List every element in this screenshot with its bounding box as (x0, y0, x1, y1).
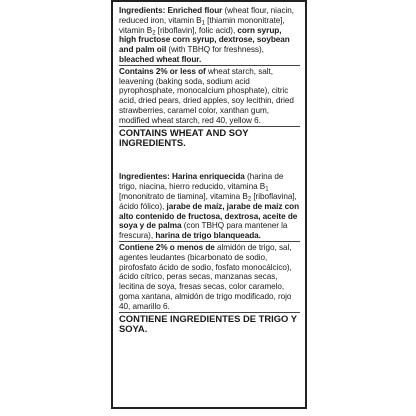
divider (119, 65, 300, 66)
ingredients-label-panel (111, 0, 307, 409)
text-run: wheat starch, salt, leavening (baking soda, sodium acid pyrophosphate, monocalcium phosphate), citric acid, dried pears, dried apples, soy lecithin, dried strawberries, caramel color, xanthan gum, modified wheat starch, red 40, yellow 6. (119, 66, 294, 125)
subscript: 2 (152, 30, 156, 37)
english-contains-less-paragraph (119, 67, 300, 126)
text-run: [thiamin mononitrate], vitamin B (119, 15, 285, 35)
spanish-allergen-statement: CONTIENE INGREDIENTES DE TRIGO Y SOYA. (119, 312, 297, 334)
text-run: [riboflavin], folic acid), (155, 25, 238, 35)
bold-text: Contains 2% or less of (119, 66, 206, 76)
spanish-ingredients-paragraph (119, 172, 300, 241)
text-run: (harina de trigo, niacina, hierro reducido, vitamina B (119, 172, 284, 192)
bold-text: corn syrup, high fructose corn syrup, dextrose, soybean and palm oil (119, 25, 290, 55)
text-run: (with TBHQ for freshness), (166, 45, 264, 55)
subscript: 2 (247, 196, 252, 203)
bold-text: Contiene 2% o menos de (119, 242, 215, 252)
section-spacer (119, 148, 300, 172)
subscript: 1 (201, 20, 205, 27)
text-run: almidón de trigo, sal, agentes leudantes (bicarbonato de sodio, pirofosfato ácido de sodio, fosfato monocálcico), ácido cítrico, peras secas, manzanas secas, lecitina de soya, fresas secas, color caramelo, goma xantana, almidón de trigo modificado, rojo 40, amarillo 6. (119, 242, 292, 311)
bold-text: harina de trigo blanqueada. (155, 231, 261, 241)
divider (119, 241, 300, 242)
bold-text: bleached wheat flour. (119, 54, 202, 64)
text-run: [mononitrato de tiamina], vitamina B (119, 191, 248, 201)
spanish-contains-less-paragraph (119, 243, 300, 312)
english-allergen-statement: CONTAINS WHEAT AND SOY INGREDIENTS. (119, 126, 249, 148)
text-run: [riboflavina], ácido fólico), (119, 191, 297, 211)
english-ingredients-paragraph (119, 6, 300, 65)
subscript: 1 (265, 186, 269, 193)
bold-text: Ingredients: Enriched flour (119, 6, 223, 15)
bold-text: jarabe de maíz, jarabe de maíz con alto contenido de fructosa, dextrosa, aceite de soya y de palma (119, 201, 300, 231)
text-run: (wheat flour, niacin, reduced iron, vitamin B (119, 6, 294, 25)
bold-text: Ingredientes: Harina enriquecida (119, 172, 245, 182)
text-run: (con TBHQ para mantener la frescura), (119, 221, 288, 241)
